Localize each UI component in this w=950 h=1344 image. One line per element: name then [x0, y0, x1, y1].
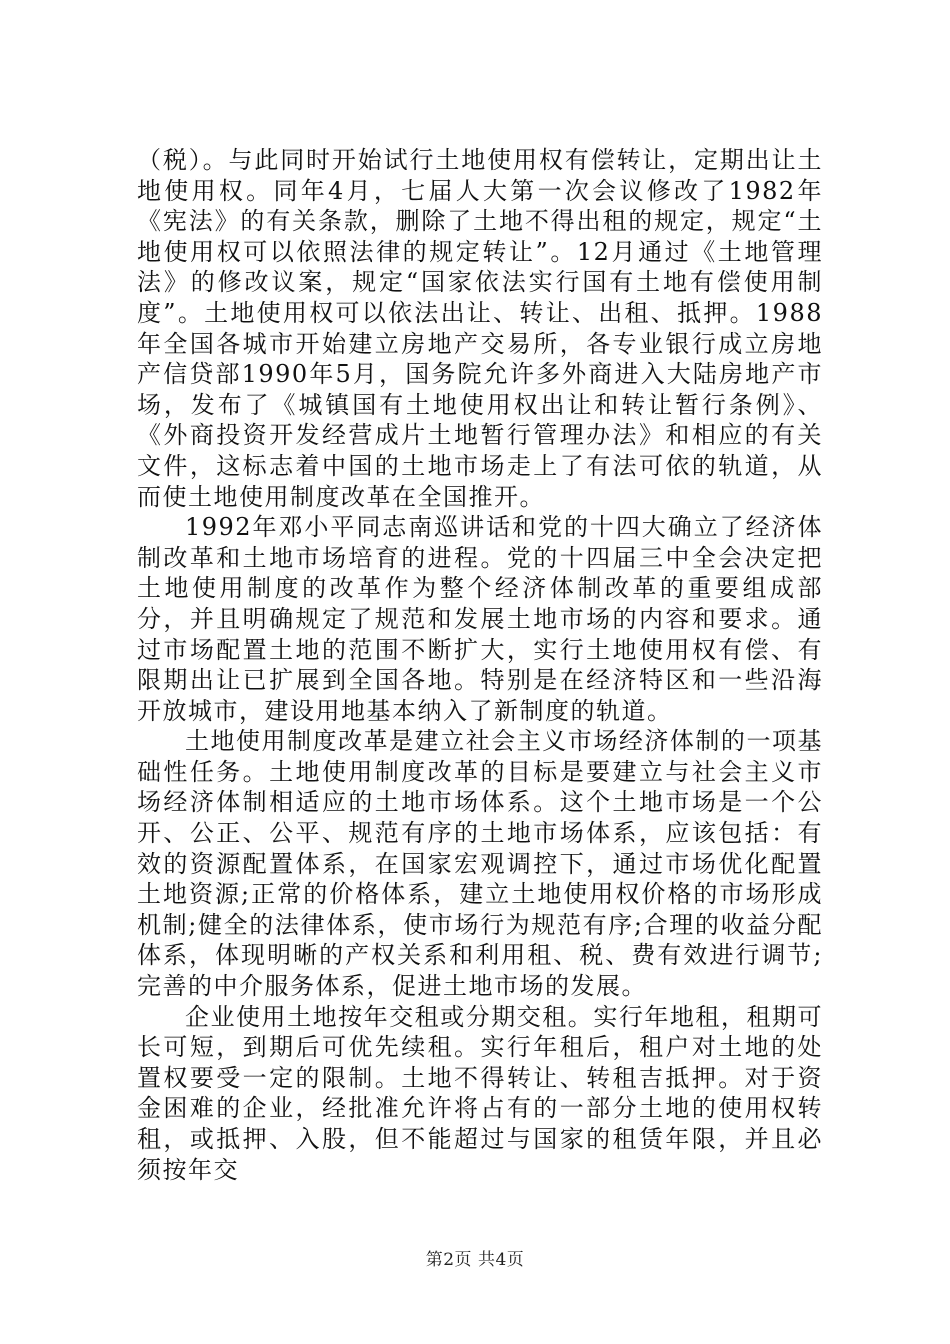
paragraph-3: 土地使用制度改革是建立社会主义市场经济体制的一项基础性任务。土地使用制度改革的目标是要建立与社会主义市场经济体制相适应的土地市场体系。这个土地市场是一个公开、公正、公平、规范有序的土地市场体系，应该包括：有效的资源配置体系，在国家宏观调控下，通过市场优化配置土地资源;正常的价格体系，建立土地使用权价格的市场形成机制;健全的法律体系，使市场行为规范有序;合理的收益分配体系，体现明晰的产权关系和利用租、税、费有效进行调节;完善的中介服务体系，促进土地市场的发展。 — [137, 727, 823, 1001]
page-footer: 第2页 共4页 — [425, 1250, 525, 1270]
paragraph-1: （税）。与此同时开始试行土地使用权有偿转让，定期出让土地使用权。同年4月，七届人大第一次会议修改了1982年《宪法》的有关条款，删除了土地不得出租的规定，规定“土地使用权可以依照法律的规定转让”。12月通过《土地管理法》的修改议案，规定“国家依法实行国有土地有偿使用制度”。土地使用权可以依法出让、转让、出租、抵押。1988年全国各城市开始建立房地产交易所，各专业银行成立房地产信贷部1990年5月，国务院允许多外商进入大陆房地产市场，发布了《城镇国有土地使用权出让和转让暂行条例》、《外商投资开发经营成片土地暂行管理办法》和相应的有关文件，这标志着中国的土地市场走上了有法可依的轨道，从而使土地使用制度改革在全国推开。 — [137, 146, 823, 511]
paragraph-4: 企业使用土地按年交租或分期交租。实行年地租，租期可长可短，到期后可优先续租。实行年租后，租户对土地的处置权要受一定的限制。土地不得转让、转租吉抵押。对于资金困难的企业，经批准允许将占有的一部分土地的使用权转租，或抵押、入股，但不能超过与国家的租赁年限，并且必须按年交 — [137, 1002, 823, 1184]
document-body — [137, 145, 823, 1185]
paragraph-2: 1992年邓小平同志南巡讲话和党的十四大确立了经济体制改革和土地市场培育的进程。党的十四届三中全会决定把土地使用制度的改革作为整个经济体制改革的重要组成部分，并且明确规定了规范和发展土地市场的内容和要求。通过市场配置土地的范围不断扩大，实行土地使用权有偿、有限期出让已扩展到全国各地。特别是在经济特区和一些沿海开放城市，建设用地基本纳入了新制度的轨道。 — [137, 513, 823, 725]
